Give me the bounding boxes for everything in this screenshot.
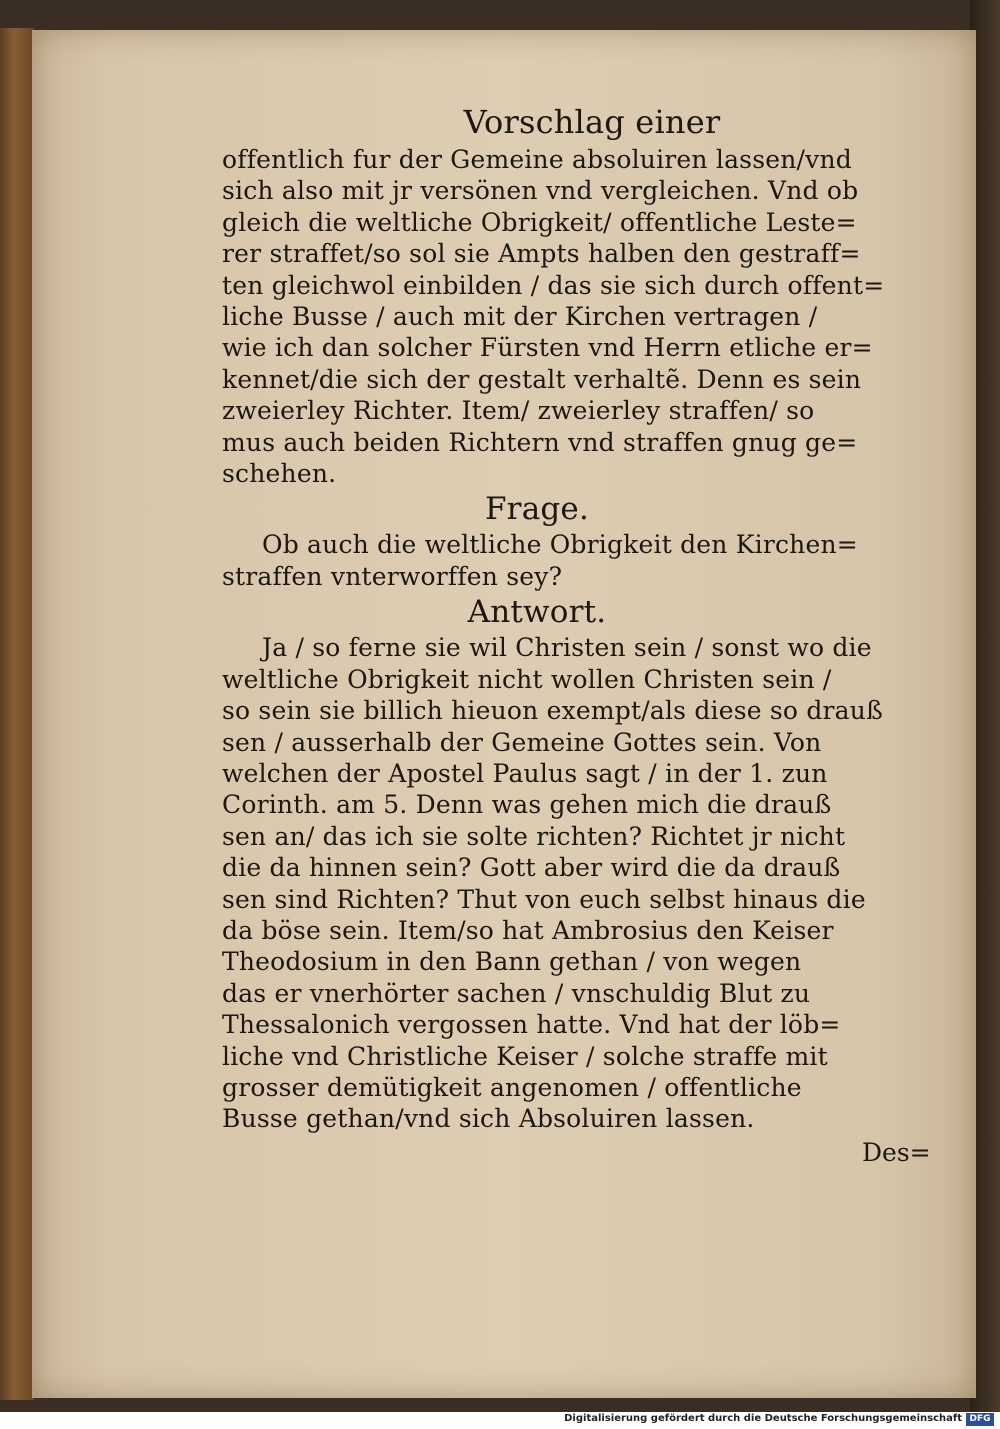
- paragraph-3: [222, 632, 942, 1135]
- text-line: Ob auch die weltliche Obrigkeit den Kirchen=: [262, 530, 858, 560]
- paragraph-2: [222, 529, 942, 592]
- book-edge: [0, 28, 34, 1400]
- text-line: Busse gethan/vnd sich Absoluiren lassen.: [222, 1104, 755, 1134]
- text-line: mus auch beiden Richtern vnd straffen gnug ge=: [222, 427, 858, 457]
- text-line: sen sind Richten? Thut von euch selbst hinaus die: [222, 884, 866, 914]
- text-line: welchen der Apostel Paulus sagt / in der 1. zun: [222, 758, 828, 788]
- text-line: schehen.: [222, 459, 337, 489]
- text-line: kennet/die sich der gestalt verhaltẽ. Denn es sein: [222, 364, 862, 394]
- text-line: offentlich fur der Gemeine absoluiren lassen/vnd: [222, 145, 852, 174]
- text-line: weltliche Obrigkeit nicht wollen Christen sein /: [222, 664, 832, 694]
- text-line: sich also mit jr versönen vnd vergleichen. Vnd ob: [222, 176, 859, 206]
- text-line: sen / ausserhalb der Gemeine Gottes sein. Von: [222, 727, 822, 757]
- paragraph-1: [222, 144, 942, 489]
- text-line: straffen vnterworffen sey?: [222, 561, 563, 591]
- dfg-logo[interactable]: DFG: [966, 1413, 994, 1426]
- text-line: zweierley Richter. Item/ zweierley straffen/ so: [222, 396, 815, 426]
- text-line: das er vnerhörter sachen / vnschuldig Blut zu: [222, 978, 811, 1008]
- running-header: Vorschlag einer: [463, 103, 721, 141]
- text-line: grosser demütigkeit angenomen / offentliche: [222, 1072, 802, 1102]
- text-line: Corinth. am 5. Denn was gehen mich die drauß: [222, 790, 832, 820]
- text-line: rer straffet/so sol sie Ampts halben den gestraff=: [222, 239, 861, 269]
- text-line: Theodosium in den Bann gethan / von wegen: [222, 947, 802, 977]
- text-line: Ja / so ferne sie wil Christen sein / sonst wo die: [262, 633, 872, 663]
- catchword: Des=: [862, 1138, 931, 1167]
- page-text: [222, 100, 942, 1135]
- text-line: Thessalonich vergossen hatte. Vnd hat der löb=: [222, 1010, 841, 1040]
- text-line: liche vnd Christliche Keiser / solche straffe mit: [222, 1041, 828, 1071]
- text-line: gleich die weltliche Obrigkeit/ offentliche Leste=: [222, 207, 857, 237]
- text-line: da böse sein. Item/so hat Ambrosius den Keiser: [222, 915, 834, 945]
- section-title-antwort: Antwort.: [467, 594, 607, 631]
- section-title-frage: Frage.: [484, 491, 590, 528]
- text-line: die da hinnen sein? Gott aber wird die da drauß: [222, 853, 841, 883]
- text-line: ten gleichwol einbilden / das sie sich durch offent=: [222, 270, 885, 300]
- text-line: liche Busse / auch mit der Kirchen vertragen /: [222, 302, 818, 332]
- text-line: so sein sie billich hieuon exempt/als diese so drauß: [222, 696, 883, 726]
- footer-credit: Digitalisierung gefördert durch die Deutsche Forschungsgemeinschaft: [564, 1413, 962, 1424]
- text-line: wie ich dan solcher Fürsten vnd Herrn etliche er=: [222, 333, 873, 363]
- text-line: sen an/ das ich sie solte richten? Richtet jr nicht: [222, 821, 846, 851]
